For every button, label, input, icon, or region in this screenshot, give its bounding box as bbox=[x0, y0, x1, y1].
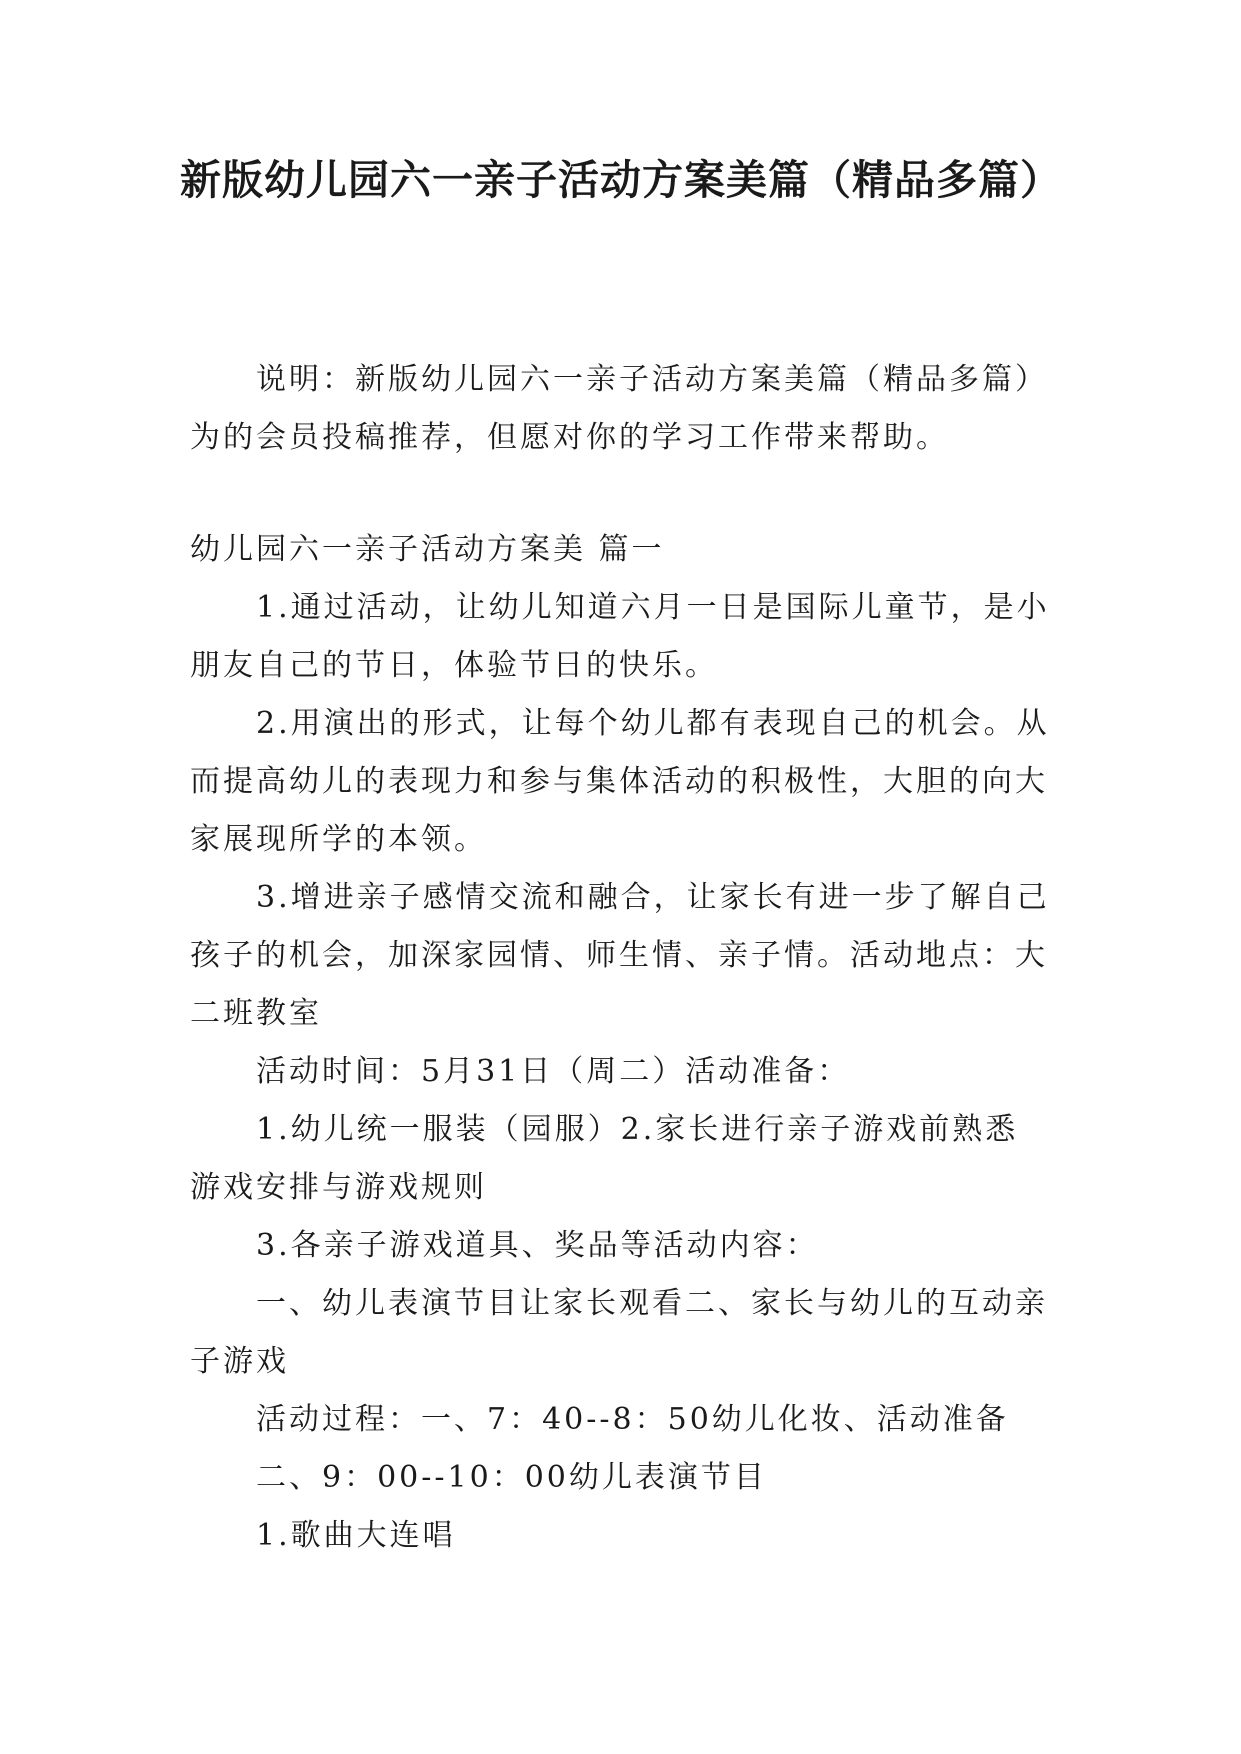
paragraph-goal-2: 2.用演出的形式，让每个幼儿都有表现自己的机会。从而提高幼儿的表现力和参与集体活动的积极性，大胆的向大家展现所学的本领。 bbox=[190, 706, 1050, 857]
intro-block bbox=[190, 351, 1050, 467]
paragraph-song: 1.歌曲大连唱 bbox=[256, 1518, 456, 1553]
paragraph-goal-1: 1.通过活动，让幼儿知道六月一日是国际儿童节，是小朋友自己的节日，体验节日的快乐。 bbox=[190, 590, 1050, 683]
paragraph-preparation-1: 1.幼儿统一服装（园服）2.家长进行亲子游戏前熟悉游戏安排与游戏规则 bbox=[190, 1112, 1019, 1205]
paragraph-goal-3: 3.增进亲子感情交流和融合，让家长有进一步了解自己孩子的机会，加深家园情、师生情、亲子情。活动地点：大二班教室 bbox=[190, 880, 1050, 1031]
document-title: 新版幼儿园六一亲子活动方案美篇（精品多篇） bbox=[180, 156, 1062, 204]
paragraph-process-1: 活动过程：一、7：40--8：50幼儿化妆、活动准备 bbox=[256, 1402, 1009, 1437]
intro-paragraph: 说明：新版幼儿园六一亲子活动方案美篇（精品多篇）为的会员投稿推荐，但愿对你的学习工作带来帮助。 bbox=[190, 362, 1048, 455]
paragraph-process-2: 二、9：00--10：00幼儿表演节目 bbox=[256, 1460, 767, 1495]
main-content bbox=[190, 521, 1050, 1565]
paragraph-activity-content: 一、幼儿表演节目让家长观看二、家长与幼儿的互动亲子游戏 bbox=[190, 1286, 1048, 1379]
paragraph-activity-time: 活动时间：5月31日（周二）活动准备： bbox=[256, 1054, 851, 1089]
paragraph-preparation-3: 3.各亲子游戏道具、奖品等活动内容： bbox=[256, 1228, 819, 1263]
section-heading: 幼儿园六一亲子活动方案美 篇一 bbox=[190, 532, 665, 567]
